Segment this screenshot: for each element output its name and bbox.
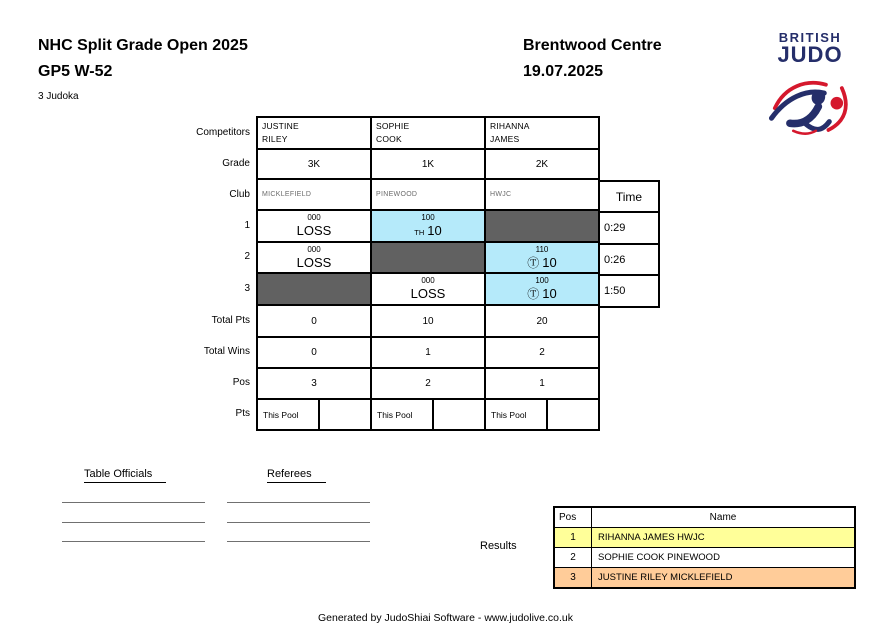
- match-result: LOSS: [410, 286, 446, 301]
- results-table: [553, 506, 856, 589]
- header-left: [38, 33, 248, 102]
- match-cell-loss: [258, 211, 370, 241]
- row-label-grade: Grade: [222, 158, 250, 169]
- match-score: 000: [421, 276, 435, 285]
- results-pos: 1: [555, 528, 591, 547]
- this-pool-label: This Pool: [258, 400, 320, 429]
- win-points: 10: [542, 255, 557, 270]
- grade-cell: 2K: [486, 150, 598, 178]
- row-label-club: Club: [229, 189, 250, 200]
- british-judo-logo: [764, 30, 856, 140]
- signature-line: [62, 541, 205, 542]
- pts-cell: [372, 400, 484, 429]
- pts-cell: [258, 400, 370, 429]
- pool-table: [256, 116, 600, 431]
- match-result: [527, 286, 556, 302]
- referees-heading: Referees: [267, 468, 326, 483]
- club-cell: PINEWOOD: [372, 180, 484, 209]
- match-result: [527, 255, 556, 271]
- generator-credit: Generated by JudoShiai Software - www.judolive.co.uk: [317, 612, 574, 624]
- signature-line: [62, 522, 205, 523]
- judo-throw-figure-icon: [767, 73, 853, 135]
- competitor-name-cell: [258, 118, 370, 148]
- match-result: LOSS: [296, 223, 332, 238]
- grade-cell: 3K: [258, 150, 370, 178]
- match-cell-loss: [372, 274, 484, 304]
- club-cell: HWJC: [486, 180, 598, 209]
- row-label-total-wins: Total Wins: [203, 346, 250, 357]
- match-time: 1:50: [600, 276, 658, 306]
- row-label-pts: Pts: [235, 408, 250, 419]
- table-officials-heading: Table Officials: [84, 468, 166, 483]
- club-cell: MICKLEFIELD: [258, 180, 370, 209]
- row-label-round-1: 1: [244, 220, 250, 231]
- match-cell-blocked: [372, 243, 484, 272]
- competitor-first-name: JUSTINE: [262, 121, 299, 131]
- judoka-count: 3 Judoka: [38, 91, 79, 102]
- match-score: 000: [307, 245, 321, 254]
- match-time: 0:29: [600, 213, 658, 243]
- total-pts-cell: 0: [258, 306, 370, 336]
- match-score: 100: [421, 213, 435, 222]
- header-right: [523, 33, 662, 85]
- signature-line: [227, 502, 370, 503]
- total-wins-cell: 0: [258, 338, 370, 367]
- results-name: RIHANNA JAMES HWJC: [592, 528, 854, 547]
- venue: Brentwood Centre: [523, 37, 662, 54]
- match-cell-win: [372, 211, 484, 241]
- results-name: SOPHIE COOK PINEWOOD: [592, 548, 854, 567]
- row-label-competitors: Competitors: [196, 127, 250, 138]
- win-points: 10: [542, 286, 557, 301]
- match-cell-win: [486, 274, 598, 304]
- match-result: LOSS: [296, 255, 332, 270]
- win-technique-code: Ⓣ: [527, 256, 540, 270]
- signature-line: [227, 522, 370, 523]
- pts-blank-box: [320, 400, 370, 429]
- match-cell-blocked: [486, 211, 598, 241]
- row-label-pos: Pos: [232, 377, 250, 388]
- total-wins-cell: 2: [486, 338, 598, 367]
- competitor-name-cell: [372, 118, 484, 148]
- total-pts-cell: 20: [486, 306, 598, 336]
- this-pool-label: This Pool: [372, 400, 434, 429]
- position-cell: 3: [258, 369, 370, 398]
- logo-text-judo: JUDO: [777, 42, 843, 67]
- row-label-total-pts: Total Pts: [211, 315, 250, 326]
- this-pool-label: This Pool: [486, 400, 548, 429]
- competitor-last-name: JAMES: [490, 133, 520, 144]
- pts-blank-box: [548, 400, 598, 429]
- position-cell: 1: [486, 369, 598, 398]
- signature-line: [227, 541, 370, 542]
- competitor-first-name: SOPHIE: [376, 121, 410, 131]
- grade-cell: 1K: [372, 150, 484, 178]
- win-points: 10: [427, 223, 442, 238]
- win-technique-code: Ⓣ: [527, 287, 540, 301]
- row-label-round-2: 2: [244, 251, 250, 262]
- match-time: 0:26: [600, 245, 658, 274]
- event-date: 19.07.2025: [523, 63, 604, 80]
- results-name: JUSTINE RILEY MICKLEFIELD: [592, 568, 854, 587]
- match-score: 000: [307, 213, 321, 222]
- competitor-last-name: COOK: [376, 133, 402, 144]
- results-pos-header: Pos: [555, 508, 591, 527]
- results-pos: 2: [555, 548, 591, 567]
- competitor-last-name: RILEY: [262, 133, 288, 144]
- logo-text-british: BRITISH: [778, 30, 842, 45]
- results-heading: Results: [480, 540, 517, 552]
- row-label-round-3: 3: [244, 283, 250, 294]
- results-name-header: Name: [592, 508, 854, 527]
- time-header: Time: [600, 182, 658, 211]
- win-technique-code: TH: [414, 228, 425, 237]
- competitor-first-name: RIHANNA: [490, 121, 530, 131]
- time-column: [598, 180, 660, 308]
- results-pos: 3: [555, 568, 591, 587]
- pts-cell: [486, 400, 598, 429]
- match-result: [414, 223, 441, 240]
- pts-blank-box: [434, 400, 484, 429]
- match-cell-win: [486, 243, 598, 272]
- total-pts-cell: 10: [372, 306, 484, 336]
- match-cell-loss: [258, 243, 370, 272]
- signature-line: [62, 502, 205, 503]
- position-cell: 2: [372, 369, 484, 398]
- match-score: 100: [535, 276, 549, 285]
- total-wins-cell: 1: [372, 338, 484, 367]
- competitor-name-cell: [486, 118, 598, 148]
- category-title: GP5 W-52: [38, 63, 113, 80]
- match-cell-blocked: [258, 274, 370, 304]
- tournament-title: NHC Split Grade Open 2025: [38, 37, 248, 54]
- match-score: 110: [535, 245, 549, 254]
